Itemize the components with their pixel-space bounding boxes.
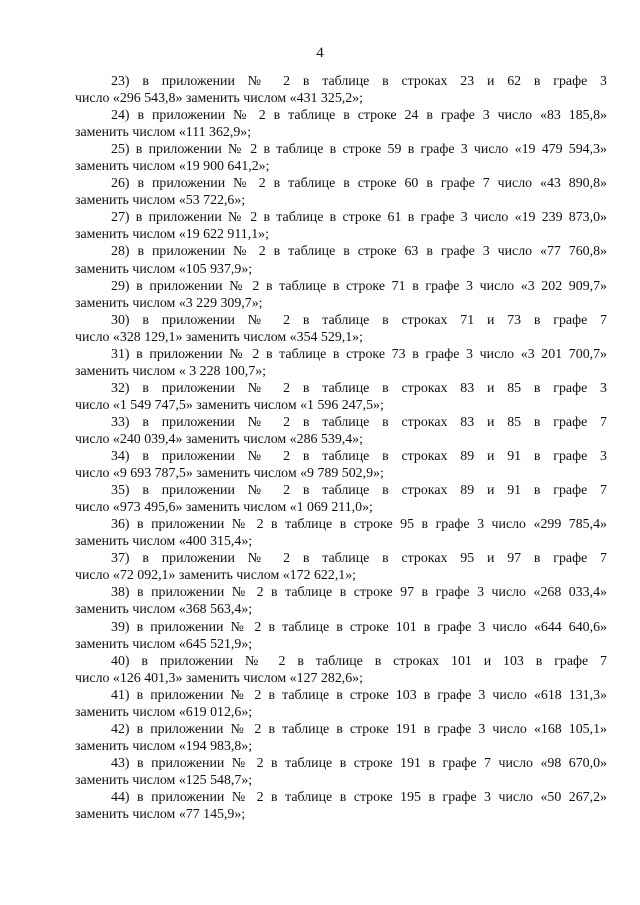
amendment-text-line2: заменить числом «111 362,9»; bbox=[75, 125, 252, 141]
amendment-text-line2: заменить числом «105 937,9»; bbox=[75, 261, 253, 277]
amendment-text-line2: заменить числом «53 722,6»; bbox=[75, 193, 246, 209]
amendment-text-line1: 39) в приложении № 2 в таблице в строке 101 в графе 3 число «644 640,6» bbox=[111, 619, 607, 635]
amendment-item bbox=[75, 346, 607, 380]
amendment-text-line2: число «973 495,6» заменить числом «1 069 211,0»; bbox=[75, 500, 373, 516]
amendment-text-line1: 28) в приложении № 2 в таблице в строке 63 в графе 3 число «77 760,8» bbox=[111, 244, 607, 260]
amendment-text-line1: 34) в приложении № 2 в таблице в строках 89 и 91 в графе 3 bbox=[111, 449, 607, 465]
amendment-item bbox=[75, 312, 607, 346]
amendment-text-line1: 40) в приложении № 2 в таблице в строках 101 и 103 в графе 7 bbox=[111, 653, 607, 669]
amendment-text-line2: заменить числом «125 548,7»; bbox=[75, 772, 253, 788]
amendment-text-line2: число «296 543,8» заменить числом «431 325,2»; bbox=[75, 91, 363, 107]
amendment-item bbox=[75, 243, 607, 277]
amendment-text-line1: 44) в приложении № 2 в таблице в строке 195 в графе 3 число «50 267,2» bbox=[111, 789, 607, 805]
amendment-text-line2: число «1 549 747,5» заменить числом «1 596 247,5»; bbox=[75, 397, 384, 413]
amendment-text-line2: число «72 092,1» заменить числом «172 622,1»; bbox=[75, 568, 357, 584]
amendment-text-line1: 31) в приложении № 2 в таблице в строке 73 в графе 3 число «3 201 700,7» bbox=[111, 346, 607, 362]
amendment-text-line1: 30) в приложении № 2 в таблице в строках 71 и 73 в графе 7 bbox=[111, 312, 607, 328]
amendment-text-line1: 26) в приложении № 2 в таблице в строке 60 в графе 7 число «43 890,8» bbox=[111, 176, 607, 192]
amendment-text-line1: 23) в приложении № 2 в таблице в строках 23 и 62 в графе 3 bbox=[111, 74, 607, 89]
amendment-item bbox=[75, 550, 607, 584]
amendment-text-line1: 38) в приложении № 2 в таблице в строке 97 в графе 3 число «268 033,4» bbox=[111, 585, 607, 601]
amendment-item bbox=[75, 584, 607, 618]
amendment-item bbox=[75, 380, 607, 414]
amendment-text-line2: число «9 693 787,5» заменить числом «9 789 502,9»; bbox=[75, 466, 384, 482]
amendment-text-line2: заменить числом «77 145,9»; bbox=[75, 807, 246, 823]
amendment-item bbox=[75, 278, 607, 312]
amendment-item bbox=[75, 516, 607, 550]
amendment-text-line1: 42) в приложении № 2 в таблице в строке 191 в графе 3 число «168 105,1» bbox=[111, 721, 607, 737]
amendment-text-line1: 41) в приложении № 2 в таблице в строке 103 в графе 3 число «618 131,3» bbox=[111, 687, 607, 703]
amendment-text-line2: число «126 401,3» заменить числом «127 282,6»; bbox=[75, 670, 363, 686]
amendment-item bbox=[75, 175, 607, 209]
page-number: 4 bbox=[316, 45, 324, 61]
amendment-text-line2: заменить числом «400 315,4»; bbox=[75, 534, 253, 550]
amendment-text-line2: заменить числом «194 983,8»; bbox=[75, 738, 253, 754]
amendment-text-line1: 29) в приложении № 2 в таблице в строке 71 в графе 3 число «3 202 909,7» bbox=[111, 278, 607, 294]
amendment-item bbox=[75, 209, 607, 243]
amendment-text-line2: заменить числом «19 622 911,1»; bbox=[75, 227, 269, 243]
amendment-item bbox=[75, 482, 607, 516]
amendment-text-line2: заменить числом «645 521,9»; bbox=[75, 636, 253, 652]
amendment-text-line1: 32) в приложении № 2 в таблице в строках 83 и 85 в графе 3 bbox=[111, 380, 607, 396]
amendment-list bbox=[75, 73, 607, 823]
amendment-item bbox=[75, 414, 607, 448]
amendment-text-line2: заменить числом «368 563,4»; bbox=[75, 602, 253, 618]
amendment-text-line2: заменить числом «3 229 309,7»; bbox=[75, 295, 263, 311]
amendment-text-line1: 25) в приложении № 2 в таблице в строке 59 в графе 3 число «19 479 594,3» bbox=[111, 142, 607, 158]
amendment-item bbox=[75, 619, 607, 653]
amendment-text-line2: заменить числом « 3 228 100,7»; bbox=[75, 363, 267, 379]
amendment-text-line2: число «328 129,1» заменить числом «354 529,1»; bbox=[75, 329, 363, 345]
amendment-item bbox=[75, 789, 607, 823]
amendment-item bbox=[75, 687, 607, 721]
amendment-item bbox=[75, 73, 607, 107]
amendment-text-line1: 43) в приложении № 2 в таблице в строке 191 в графе 7 число «98 670,0» bbox=[111, 755, 607, 771]
amendment-text-line1: 33) в приложении № 2 в таблице в строках 83 и 85 в графе 7 bbox=[111, 414, 607, 430]
amendment-item bbox=[75, 755, 607, 789]
amendment-text-line2: число «240 039,4» заменить числом «286 539,4»; bbox=[75, 431, 363, 447]
amendment-text-line2: заменить числом «619 012,6»; bbox=[75, 704, 253, 720]
amendment-item bbox=[75, 448, 607, 482]
amendment-text-line1: 24) в приложении № 2 в таблице в строке 24 в графе 3 число «83 185,8» bbox=[111, 108, 607, 124]
amendment-text-line1: 35) в приложении № 2 в таблице в строках 89 и 91 в графе 7 bbox=[111, 483, 607, 499]
amendment-item bbox=[75, 141, 607, 175]
amendment-text-line1: 36) в приложении № 2 в таблице в строке 95 в графе 3 число «299 785,4» bbox=[111, 517, 607, 533]
amendment-item bbox=[75, 653, 607, 687]
amendment-item bbox=[75, 721, 607, 755]
amendment-item bbox=[75, 107, 607, 141]
amendment-text-line2: заменить числом «19 900 641,2»; bbox=[75, 159, 270, 175]
amendment-text-line1: 37) в приложении № 2 в таблице в строках 95 и 97 в графе 7 bbox=[111, 551, 607, 567]
amendment-text-line1: 27) в приложении № 2 в таблице в строке 61 в графе 3 число «19 239 873,0» bbox=[111, 210, 607, 226]
